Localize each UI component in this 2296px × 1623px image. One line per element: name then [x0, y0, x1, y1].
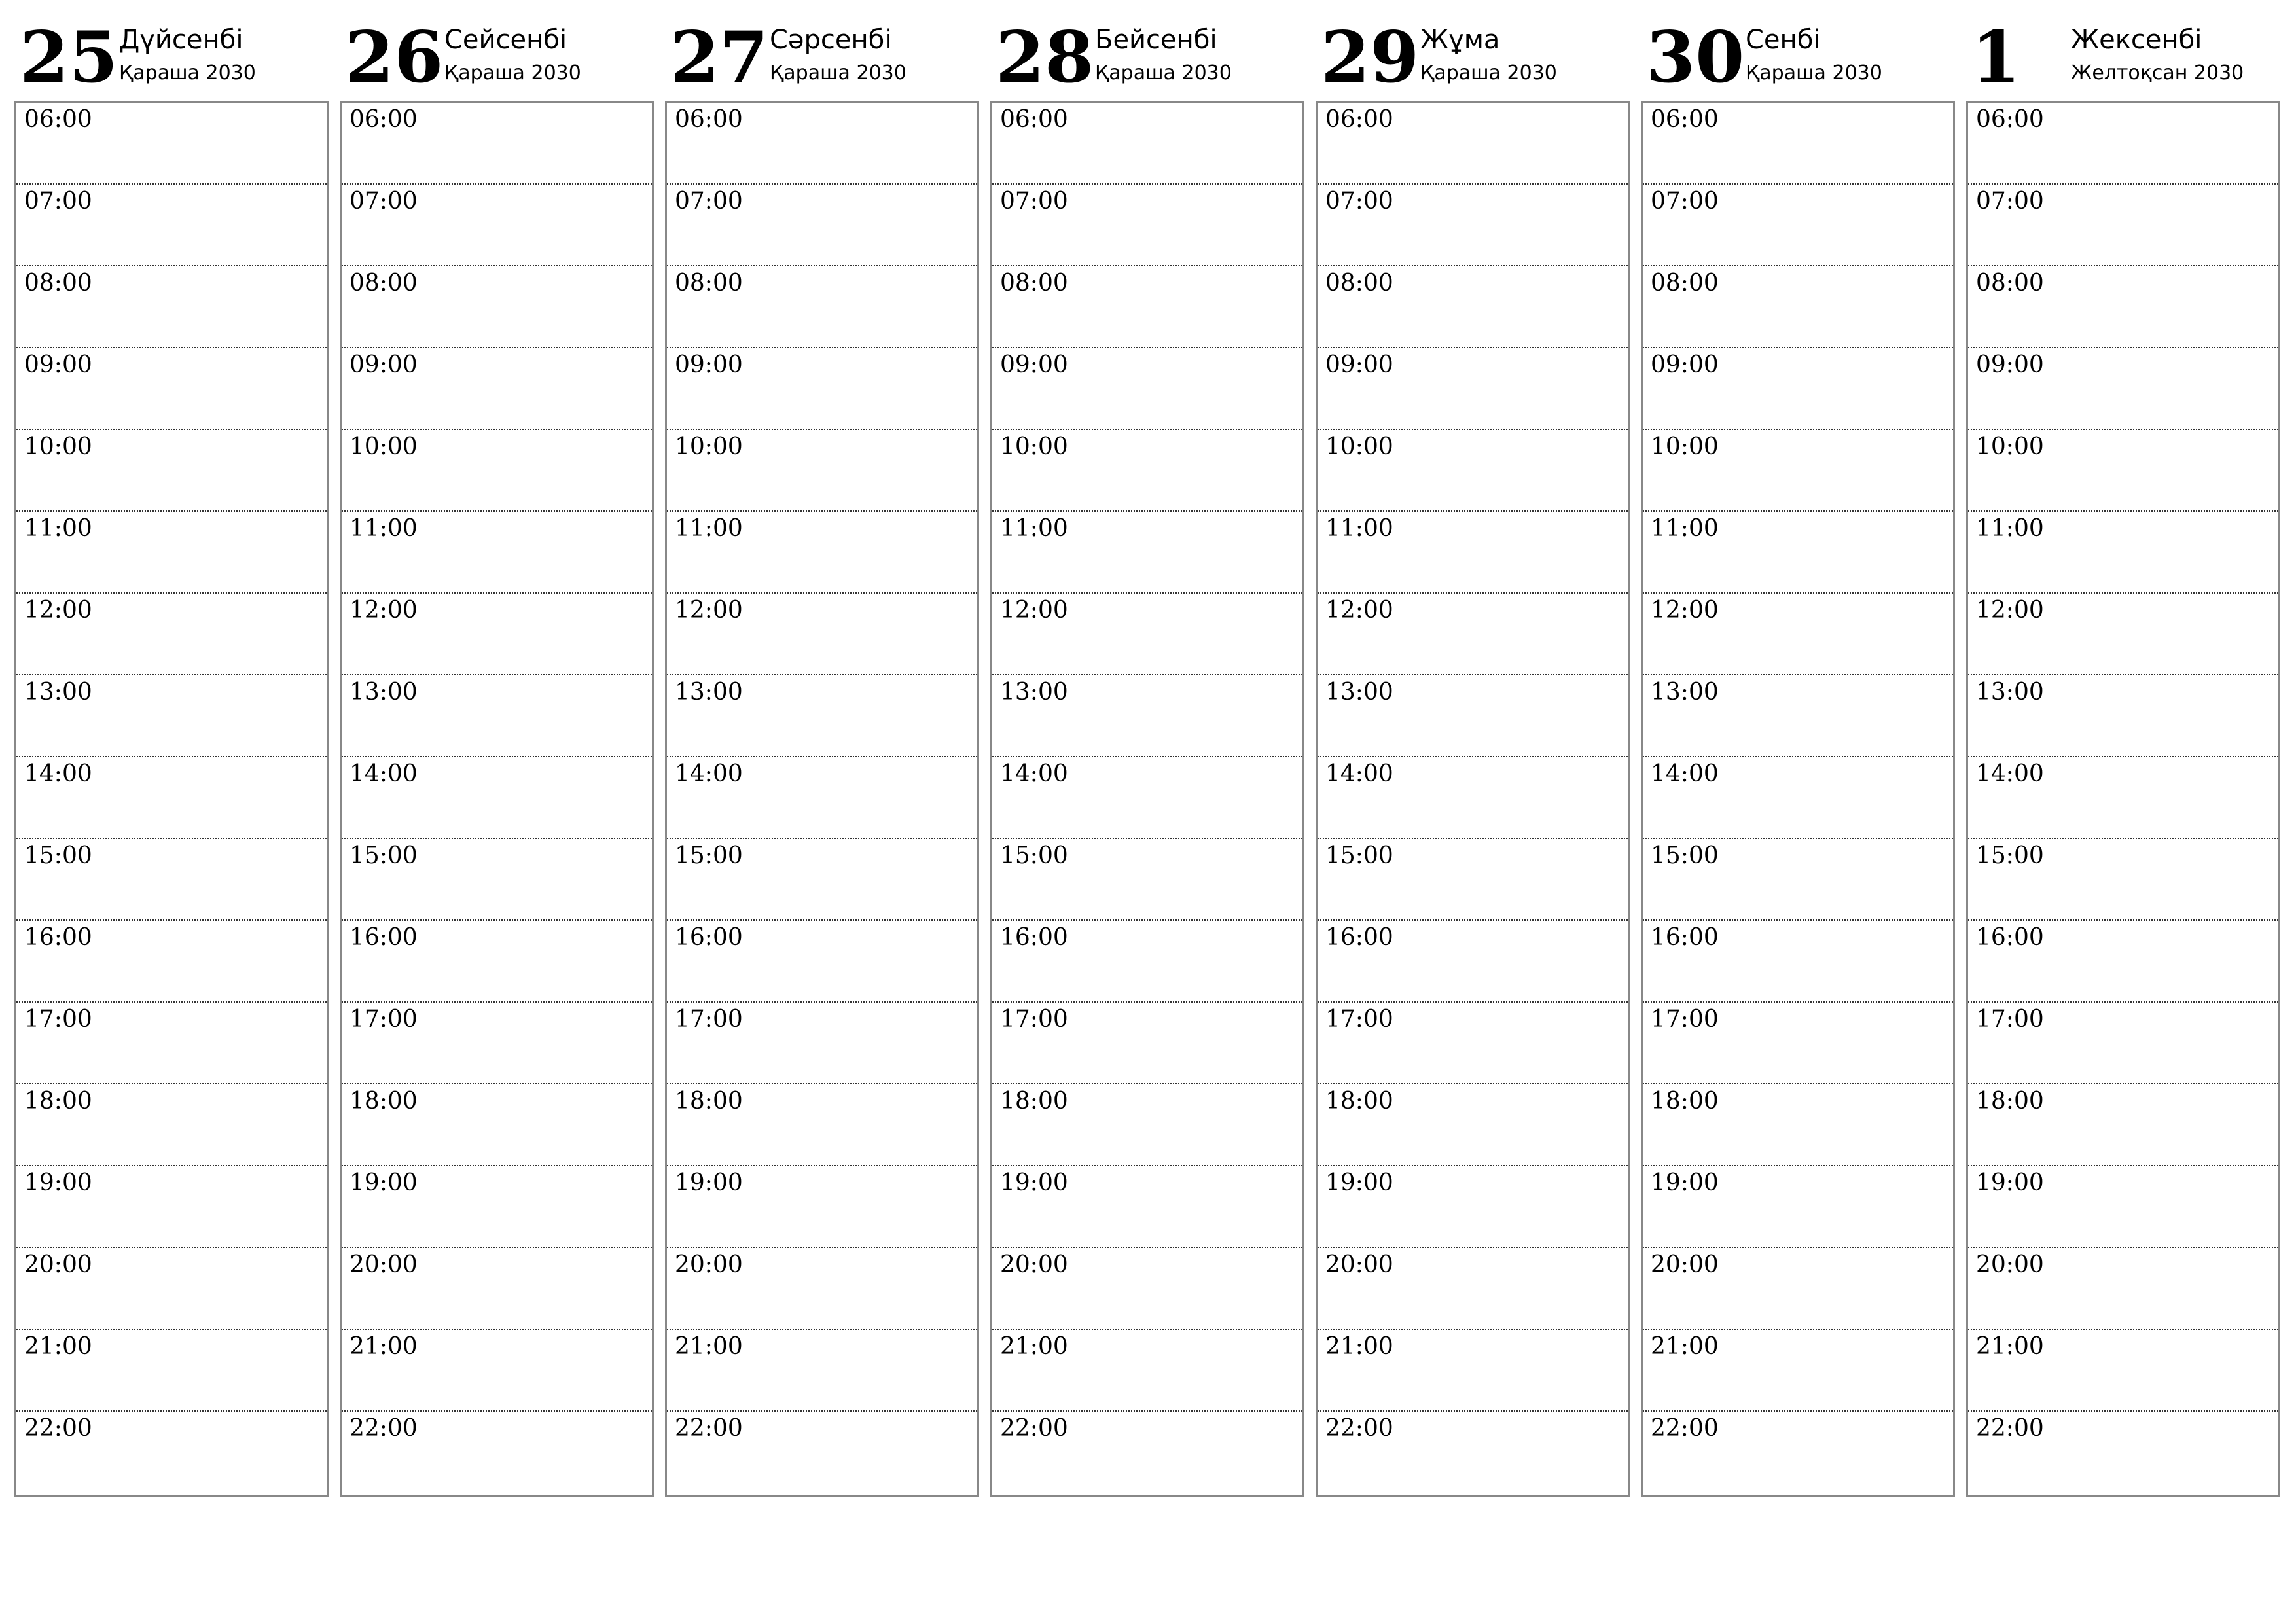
- hour-label: 17:00: [675, 1006, 743, 1033]
- hour-label: 15:00: [1325, 842, 1393, 869]
- month-label: Желтоқсан 2030: [2071, 62, 2244, 84]
- hour-slot: [1968, 921, 2278, 1003]
- day-name: Сәрсенбі: [770, 25, 892, 55]
- hour-slot: [1643, 1330, 1953, 1412]
- hour-label: 17:00: [24, 1006, 92, 1033]
- day-number: 27: [670, 16, 769, 99]
- hour-label: 18:00: [350, 1088, 418, 1115]
- hour-label: 06:00: [350, 106, 418, 133]
- hour-label: 07:00: [1976, 188, 2044, 215]
- hour-slot: [16, 1412, 327, 1495]
- hour-label: 11:00: [1651, 515, 1719, 542]
- hour-label: 16:00: [675, 924, 743, 951]
- hour-label: 06:00: [24, 106, 92, 133]
- hour-slot: [1643, 594, 1953, 675]
- hour-slot: [342, 1330, 652, 1412]
- hour-slot: [1318, 675, 1628, 757]
- hour-label: 20:00: [1000, 1251, 1068, 1278]
- hour-slot: [1318, 348, 1628, 430]
- hour-slot: [1968, 757, 2278, 839]
- hour-slot: [1643, 512, 1953, 594]
- hour-slot: [1643, 921, 1953, 1003]
- hour-label: 21:00: [1325, 1333, 1393, 1360]
- hour-label: 13:00: [1976, 679, 2044, 705]
- hour-label: 13:00: [1000, 679, 1068, 705]
- hour-label: 07:00: [24, 188, 92, 215]
- hour-label: 15:00: [1000, 842, 1068, 869]
- hour-slot: [342, 675, 652, 757]
- hour-label: 20:00: [675, 1251, 743, 1278]
- hour-slot: [992, 921, 1302, 1003]
- hour-label: 14:00: [1325, 760, 1393, 787]
- hour-label: 19:00: [1976, 1169, 2044, 1196]
- day-number: 1: [1971, 16, 2021, 99]
- hour-slot: [1643, 839, 1953, 921]
- hour-label: 22:00: [1325, 1415, 1393, 1442]
- hour-slot: [342, 512, 652, 594]
- hour-slot: [342, 1248, 652, 1330]
- hour-slot: [16, 1003, 327, 1084]
- hour-slot: [1318, 921, 1628, 1003]
- hour-label: 19:00: [350, 1169, 418, 1196]
- hour-label: 15:00: [1651, 842, 1719, 869]
- hour-label: 10:00: [350, 433, 418, 460]
- hour-slot: [342, 185, 652, 266]
- hour-label: 14:00: [350, 760, 418, 787]
- hour-slot: [667, 757, 977, 839]
- day-schedule-box: [990, 101, 1304, 1497]
- hour-label: 10:00: [1325, 433, 1393, 460]
- day-name: Жексенбі: [2071, 25, 2202, 55]
- hour-slot: [1968, 512, 2278, 594]
- day-name: Сенбі: [1746, 25, 1821, 55]
- hour-label: 06:00: [675, 106, 743, 133]
- day-name: Дүйсенбі: [119, 25, 243, 55]
- hour-slot: [1968, 185, 2278, 266]
- hour-label: 09:00: [24, 351, 92, 378]
- hour-label: 20:00: [1325, 1251, 1393, 1278]
- hour-label: 11:00: [1000, 515, 1068, 542]
- hour-label: 13:00: [1651, 679, 1719, 705]
- day-header: [1641, 0, 1953, 98]
- hour-slot: [1318, 1248, 1628, 1330]
- day-schedule-box: [14, 101, 329, 1497]
- day-header: [340, 0, 652, 98]
- hour-label: 16:00: [1976, 924, 2044, 951]
- hour-slot: [16, 675, 327, 757]
- hour-slot: [342, 430, 652, 512]
- hour-slot: [992, 1248, 1302, 1330]
- hour-label: 18:00: [1651, 1088, 1719, 1115]
- hour-label: 17:00: [1325, 1006, 1393, 1033]
- month-label: Қараша 2030: [770, 62, 906, 84]
- hour-slot: [992, 1003, 1302, 1084]
- hour-slot: [667, 103, 977, 185]
- hour-label: 19:00: [1000, 1169, 1068, 1196]
- hour-label: 09:00: [1000, 351, 1068, 378]
- hour-label: 08:00: [1325, 270, 1393, 296]
- hour-slot: [667, 430, 977, 512]
- hour-slot: [667, 594, 977, 675]
- hour-label: 12:00: [1976, 597, 2044, 624]
- hour-label: 17:00: [1000, 1006, 1068, 1033]
- hour-label: 12:00: [675, 597, 743, 624]
- hour-slot: [1643, 1084, 1953, 1166]
- hour-label: 07:00: [1325, 188, 1393, 215]
- day-name: Сейсенбі: [444, 25, 567, 55]
- hour-label: 08:00: [1976, 270, 2044, 296]
- hour-slot: [992, 675, 1302, 757]
- hour-slot: [1968, 266, 2278, 348]
- month-label: Қараша 2030: [1746, 62, 1882, 84]
- day-header: [1316, 0, 1628, 98]
- hour-label: 18:00: [1976, 1088, 2044, 1115]
- hour-slot: [1643, 103, 1953, 185]
- day-header: [1966, 0, 2278, 98]
- hour-slot: [342, 921, 652, 1003]
- hour-label: 22:00: [350, 1415, 418, 1442]
- hour-label: 22:00: [1651, 1415, 1719, 1442]
- hour-label: 21:00: [24, 1333, 92, 1360]
- hour-label: 06:00: [1325, 106, 1393, 133]
- hour-slot: [342, 839, 652, 921]
- hour-label: 15:00: [350, 842, 418, 869]
- hour-label: 08:00: [1000, 270, 1068, 296]
- hour-slot: [1318, 266, 1628, 348]
- hour-label: 22:00: [24, 1415, 92, 1442]
- hour-slot: [1318, 1412, 1628, 1495]
- day-column: [1316, 0, 1628, 1505]
- hour-slot: [16, 348, 327, 430]
- hour-label: 07:00: [1651, 188, 1719, 215]
- hour-label: 18:00: [1325, 1088, 1393, 1115]
- month-label: Қараша 2030: [1095, 62, 1232, 84]
- day-column: [14, 0, 327, 1505]
- hour-slot: [1318, 1003, 1628, 1084]
- hour-label: 11:00: [350, 515, 418, 542]
- hour-label: 09:00: [1651, 351, 1719, 378]
- hour-slot: [342, 594, 652, 675]
- hour-label: 19:00: [24, 1169, 92, 1196]
- hour-slot: [992, 1412, 1302, 1495]
- hour-label: 21:00: [675, 1333, 743, 1360]
- hour-label: 19:00: [1651, 1169, 1719, 1196]
- hour-slot: [16, 512, 327, 594]
- hour-slot: [667, 675, 977, 757]
- day-schedule-box: [340, 101, 654, 1497]
- hour-label: 09:00: [1325, 351, 1393, 378]
- hour-label: 17:00: [1651, 1006, 1719, 1033]
- hour-slot: [1318, 185, 1628, 266]
- hour-label: 16:00: [1000, 924, 1068, 951]
- hour-slot: [992, 1166, 1302, 1248]
- hour-slot: [16, 921, 327, 1003]
- hour-label: 17:00: [350, 1006, 418, 1033]
- hour-slot: [992, 594, 1302, 675]
- hour-label: 08:00: [1651, 270, 1719, 296]
- hour-slot: [1968, 1248, 2278, 1330]
- hour-label: 10:00: [1000, 433, 1068, 460]
- day-column: [990, 0, 1302, 1505]
- hour-slot: [16, 266, 327, 348]
- hour-slot: [1968, 1166, 2278, 1248]
- hour-label: 15:00: [675, 842, 743, 869]
- hour-label: 12:00: [1325, 597, 1393, 624]
- day-name: Бейсенбі: [1095, 25, 1217, 55]
- hour-slot: [1318, 430, 1628, 512]
- day-number: 25: [20, 16, 118, 99]
- hour-label: 06:00: [1651, 106, 1719, 133]
- hour-slot: [992, 1084, 1302, 1166]
- hour-label: 15:00: [24, 842, 92, 869]
- hour-label: 06:00: [1976, 106, 2044, 133]
- hour-slot: [667, 1166, 977, 1248]
- hour-label: 10:00: [1976, 433, 2044, 460]
- hour-label: 08:00: [350, 270, 418, 296]
- hour-slot: [1643, 1003, 1953, 1084]
- hour-slot: [1968, 594, 2278, 675]
- hour-label: 06:00: [1000, 106, 1068, 133]
- hour-slot: [1318, 1084, 1628, 1166]
- hour-label: 22:00: [1000, 1415, 1068, 1442]
- hour-label: 13:00: [350, 679, 418, 705]
- hour-slot: [16, 1330, 327, 1412]
- day-column: [340, 0, 652, 1505]
- hour-slot: [1643, 348, 1953, 430]
- hour-slot: [342, 757, 652, 839]
- hour-label: 16:00: [350, 924, 418, 951]
- hour-slot: [1968, 1330, 2278, 1412]
- hour-label: 12:00: [1000, 597, 1068, 624]
- month-label: Қараша 2030: [119, 62, 256, 84]
- weekly-planner: [14, 0, 2289, 1505]
- hour-slot: [1643, 675, 1953, 757]
- hour-label: 11:00: [24, 515, 92, 542]
- hour-slot: [992, 348, 1302, 430]
- hour-slot: [1643, 266, 1953, 348]
- hour-label: 21:00: [1000, 1333, 1068, 1360]
- hour-slot: [992, 266, 1302, 348]
- hour-slot: [667, 839, 977, 921]
- hour-slot: [1318, 512, 1628, 594]
- hour-label: 18:00: [1000, 1088, 1068, 1115]
- hour-label: 13:00: [675, 679, 743, 705]
- hour-label: 12:00: [1651, 597, 1719, 624]
- hour-label: 14:00: [1000, 760, 1068, 787]
- hour-slot: [667, 512, 977, 594]
- hour-label: 20:00: [1976, 1251, 2044, 1278]
- hour-slot: [1643, 1248, 1953, 1330]
- hour-label: 21:00: [350, 1333, 418, 1360]
- day-number: 26: [345, 16, 444, 99]
- hour-slot: [342, 348, 652, 430]
- hour-label: 21:00: [1651, 1333, 1719, 1360]
- hour-label: 16:00: [1325, 924, 1393, 951]
- hour-slot: [1968, 430, 2278, 512]
- hour-slot: [16, 185, 327, 266]
- hour-slot: [992, 757, 1302, 839]
- hour-slot: [1318, 1166, 1628, 1248]
- day-number: 28: [996, 16, 1094, 99]
- hour-slot: [1968, 675, 2278, 757]
- hour-label: 12:00: [24, 597, 92, 624]
- hour-slot: [667, 1084, 977, 1166]
- day-column: [1641, 0, 1953, 1505]
- hour-slot: [992, 185, 1302, 266]
- hour-slot: [992, 103, 1302, 185]
- hour-label: 09:00: [1976, 351, 2044, 378]
- day-name: Жұма: [1420, 25, 1500, 55]
- hour-label: 12:00: [350, 597, 418, 624]
- hour-slot: [1318, 103, 1628, 185]
- hour-slot: [1968, 1412, 2278, 1495]
- day-column: [1966, 0, 2278, 1505]
- hour-slot: [16, 839, 327, 921]
- hour-label: 15:00: [1976, 842, 2044, 869]
- hour-slot: [1318, 839, 1628, 921]
- hour-slot: [342, 1412, 652, 1495]
- hour-label: 08:00: [675, 270, 743, 296]
- hour-slot: [16, 1084, 327, 1166]
- hour-label: 09:00: [675, 351, 743, 378]
- hour-label: 14:00: [24, 760, 92, 787]
- hour-slot: [16, 594, 327, 675]
- hour-slot: [16, 757, 327, 839]
- day-column: [665, 0, 977, 1505]
- hour-slot: [342, 1166, 652, 1248]
- hour-slot: [667, 266, 977, 348]
- hour-slot: [1968, 348, 2278, 430]
- hour-label: 14:00: [1651, 760, 1719, 787]
- hour-label: 11:00: [675, 515, 743, 542]
- hour-slot: [1643, 1166, 1953, 1248]
- hour-label: 20:00: [24, 1251, 92, 1278]
- hour-slot: [1318, 1330, 1628, 1412]
- hour-slot: [667, 1412, 977, 1495]
- hour-label: 11:00: [1325, 515, 1393, 542]
- hour-slot: [1643, 1412, 1953, 1495]
- hour-label: 19:00: [1325, 1169, 1393, 1196]
- hour-label: 13:00: [24, 679, 92, 705]
- hour-label: 07:00: [1000, 188, 1068, 215]
- hour-label: 10:00: [1651, 433, 1719, 460]
- hour-slot: [992, 512, 1302, 594]
- hour-slot: [667, 921, 977, 1003]
- day-number: 30: [1646, 16, 1745, 99]
- day-schedule-box: [1641, 101, 1955, 1497]
- hour-label: 20:00: [1651, 1251, 1719, 1278]
- hour-label: 10:00: [24, 433, 92, 460]
- hour-label: 09:00: [350, 351, 418, 378]
- hour-slot: [1968, 1084, 2278, 1166]
- hour-label: 07:00: [675, 188, 743, 215]
- hour-slot: [1968, 839, 2278, 921]
- hour-label: 13:00: [1325, 679, 1393, 705]
- hour-label: 14:00: [1976, 760, 2044, 787]
- hour-label: 11:00: [1976, 515, 2044, 542]
- hour-label: 17:00: [1976, 1006, 2044, 1033]
- hour-slot: [1318, 757, 1628, 839]
- hour-label: 16:00: [1651, 924, 1719, 951]
- hour-slot: [1318, 594, 1628, 675]
- hour-slot: [1968, 103, 2278, 185]
- hour-label: 14:00: [675, 760, 743, 787]
- hour-slot: [667, 1248, 977, 1330]
- hour-slot: [16, 1248, 327, 1330]
- day-header: [665, 0, 977, 98]
- hour-slot: [16, 430, 327, 512]
- day-header: [990, 0, 1302, 98]
- hour-slot: [1968, 1003, 2278, 1084]
- hour-slot: [992, 1330, 1302, 1412]
- hour-slot: [342, 1003, 652, 1084]
- month-label: Қараша 2030: [1420, 62, 1557, 84]
- hour-slot: [342, 266, 652, 348]
- hour-slot: [1643, 757, 1953, 839]
- hour-slot: [667, 1330, 977, 1412]
- day-schedule-box: [1966, 101, 2280, 1497]
- hour-slot: [342, 1084, 652, 1166]
- hour-label: 22:00: [675, 1415, 743, 1442]
- hour-slot: [667, 185, 977, 266]
- hour-slot: [667, 348, 977, 430]
- hour-label: 18:00: [24, 1088, 92, 1115]
- hour-slot: [667, 1003, 977, 1084]
- hour-label: 10:00: [675, 433, 743, 460]
- hour-label: 07:00: [350, 188, 418, 215]
- hour-label: 20:00: [350, 1251, 418, 1278]
- hour-label: 19:00: [675, 1169, 743, 1196]
- day-number: 29: [1321, 16, 1420, 99]
- hour-slot: [992, 839, 1302, 921]
- hour-label: 22:00: [1976, 1415, 2044, 1442]
- hour-slot: [16, 1166, 327, 1248]
- hour-slot: [992, 430, 1302, 512]
- hour-label: 21:00: [1976, 1333, 2044, 1360]
- month-label: Қараша 2030: [444, 62, 581, 84]
- hour-label: 18:00: [675, 1088, 743, 1115]
- hour-label: 16:00: [24, 924, 92, 951]
- hour-slot: [1643, 185, 1953, 266]
- day-header: [14, 0, 327, 98]
- day-schedule-box: [1316, 101, 1630, 1497]
- day-schedule-box: [665, 101, 979, 1497]
- hour-slot: [342, 103, 652, 185]
- hour-slot: [16, 103, 327, 185]
- hour-label: 08:00: [24, 270, 92, 296]
- hour-slot: [1643, 430, 1953, 512]
